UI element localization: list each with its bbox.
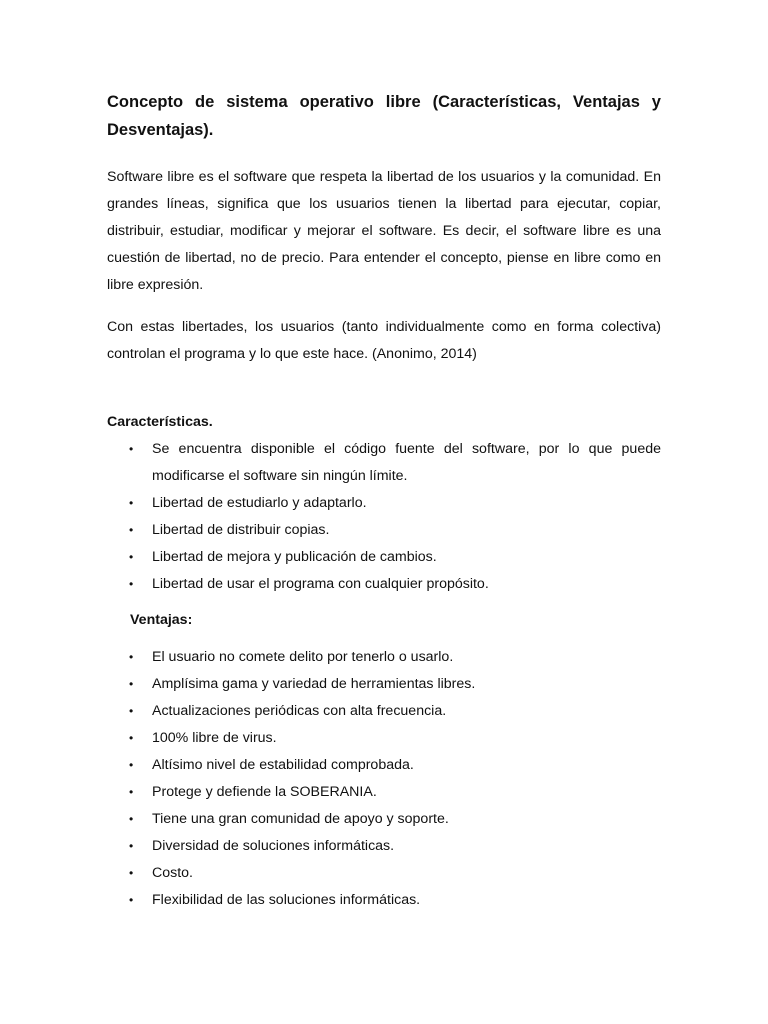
list-item: [107, 436, 661, 490]
list-item: [107, 671, 661, 698]
bullet-icon: •: [129, 496, 134, 510]
bullet-icon: •: [129, 577, 134, 591]
caracteristicas-list: [107, 436, 661, 598]
list-item: [107, 779, 661, 806]
list-item: [107, 517, 661, 544]
list-item: [107, 725, 661, 752]
list-item-text: Se encuentra disponible el código fuente del software, por lo que puede modificarse el software sin ningún límite.: [152, 441, 661, 484]
bullet-icon: •: [129, 866, 134, 880]
bullet-icon: •: [129, 704, 134, 718]
list-item: [107, 752, 661, 779]
intro-paragraph: Software libre es el software que respeta la libertad de los usuarios y la comunidad. En grandes líneas, significa que los usuarios tienen la libertad para ejecutar, copiar, distribuir, estudiar, modificar y mejorar el software. Es decir, el software libre es una cuestión de libertad, no de precio. Para entender el concepto, piense en libre como en libre expresión.: [107, 169, 661, 293]
list-item: [107, 490, 661, 517]
list-item-text: Libertad de usar el programa con cualquier propósito.: [152, 576, 489, 592]
bullet-icon: •: [129, 442, 134, 456]
list-item-text: Costo.: [152, 865, 194, 881]
freedoms-paragraph: Con estas libertades, los usuarios (tanto individualmente como en forma colectiva) controlan el programa y lo que este hace. (Anonimo, 2014): [107, 319, 661, 362]
bullet-icon: •: [129, 677, 134, 691]
bullet-icon: •: [129, 758, 134, 772]
list-item-text: Diversidad de soluciones informáticas.: [152, 838, 395, 854]
list-item-text: El usuario no comete delito por tenerlo o usarlo.: [152, 649, 454, 665]
bullet-icon: •: [129, 893, 134, 907]
ventajas-list: [107, 644, 661, 914]
bullet-icon: •: [129, 839, 134, 853]
list-item: [107, 544, 661, 571]
list-item: [107, 698, 661, 725]
bullet-icon: •: [129, 812, 134, 826]
list-item-text: Libertad de mejora y publicación de cambios.: [152, 549, 437, 565]
list-item-text: Tiene una gran comunidad de apoyo y soporte.: [152, 811, 449, 827]
list-item: [107, 833, 661, 860]
document-title: Concepto de sistema operativo libre (Características, Ventajas y Desventajas).: [107, 93, 661, 139]
list-item-text: Actualizaciones periódicas con alta frecuencia.: [152, 703, 447, 719]
ventajas-heading: Ventajas:: [130, 612, 193, 628]
list-item: [107, 887, 661, 914]
list-item: [107, 860, 661, 887]
list-item-text: Libertad de estudiarlo y adaptarlo.: [152, 495, 367, 511]
list-item-text: Libertad de distribuir copias.: [152, 522, 330, 538]
list-item: [107, 644, 661, 671]
list-item-text: Flexibilidad de las soluciones informáticas.: [152, 892, 421, 908]
list-item-text: Altísimo nivel de estabilidad comprobada.: [152, 757, 414, 773]
list-item: [107, 806, 661, 833]
caracteristicas-heading: Características.: [107, 414, 213, 430]
bullet-icon: •: [129, 650, 134, 664]
bullet-icon: •: [129, 550, 134, 564]
list-item-text: Protege y defiende la SOBERANIA.: [152, 784, 377, 800]
bullet-icon: •: [129, 785, 134, 799]
bullet-icon: •: [129, 731, 134, 745]
bullet-icon: •: [129, 523, 134, 537]
list-item-text: Amplísima gama y variedad de herramientas libres.: [152, 676, 476, 692]
list-item: [107, 571, 661, 598]
list-item-text: 100% libre de virus.: [152, 730, 277, 746]
